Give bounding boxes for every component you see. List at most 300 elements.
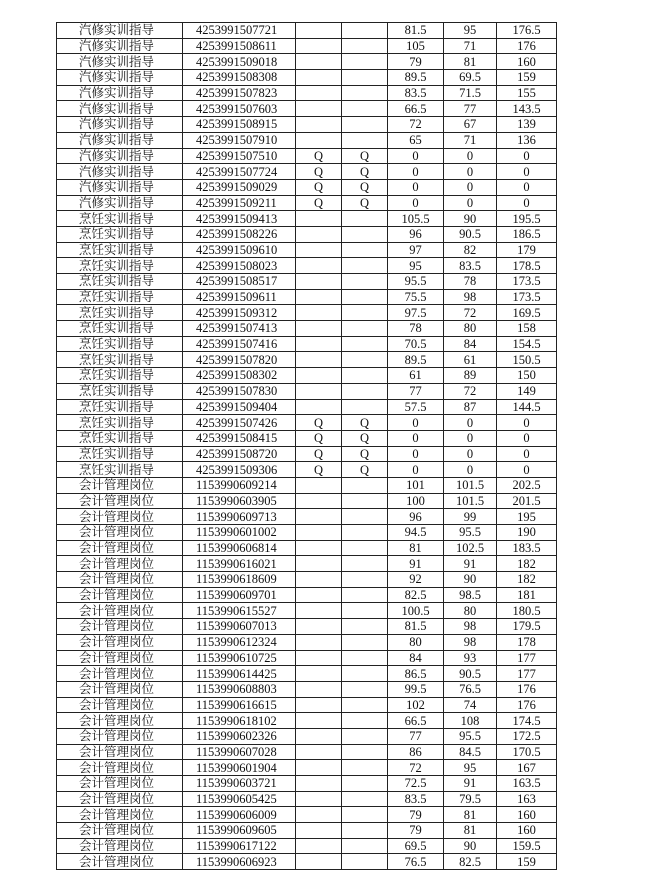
table-row	[57, 791, 557, 807]
absence-mark-cell	[296, 681, 342, 697]
absence-mark-cell	[342, 634, 388, 650]
score-written-cell: 0	[388, 415, 444, 431]
total-score-cell: 176	[497, 38, 557, 54]
candidate-id-cell: 4253991507510	[183, 148, 296, 164]
table-row	[57, 164, 557, 180]
candidate-id-cell: 1153990606923	[183, 854, 296, 870]
position-cell: 烹饪实训指导	[57, 430, 183, 446]
absence-mark-cell	[342, 289, 388, 305]
candidate-id-cell: 4253991508720	[183, 446, 296, 462]
absence-mark-cell: Q	[342, 430, 388, 446]
position-cell: 会计管理岗位	[57, 509, 183, 525]
score-second-cell: 81	[444, 54, 497, 70]
candidate-id-cell: 1153990618609	[183, 572, 296, 588]
score-second-cell: 90.5	[444, 226, 497, 242]
table-row	[57, 807, 557, 823]
table-row	[57, 776, 557, 792]
absence-mark-cell	[342, 368, 388, 384]
total-score-cell: 0	[497, 430, 557, 446]
score-second-cell: 74	[444, 697, 497, 713]
position-cell: 汽修实训指导	[57, 101, 183, 117]
score-written-cell: 84	[388, 650, 444, 666]
candidate-id-cell: 4253991508517	[183, 274, 296, 290]
table-row	[57, 54, 557, 70]
candidate-id-cell: 4253991508915	[183, 117, 296, 133]
total-score-cell: 178	[497, 634, 557, 650]
position-cell: 烹饪实训指导	[57, 336, 183, 352]
absence-mark-cell	[342, 603, 388, 619]
candidate-id-cell: 4253991507910	[183, 132, 296, 148]
score-second-cell: 95	[444, 23, 497, 39]
position-cell: 会计管理岗位	[57, 666, 183, 682]
absence-mark-cell	[296, 509, 342, 525]
table-row	[57, 368, 557, 384]
absence-mark-cell	[296, 383, 342, 399]
absence-mark-cell	[296, 760, 342, 776]
table-row	[57, 226, 557, 242]
absence-mark-cell	[342, 352, 388, 368]
score-second-cell: 0	[444, 462, 497, 478]
candidate-id-cell: 4253991509404	[183, 399, 296, 415]
score-written-cell: 65	[388, 132, 444, 148]
score-written-cell: 102	[388, 697, 444, 713]
total-score-cell: 0	[497, 148, 557, 164]
table-row	[57, 148, 557, 164]
absence-mark-cell	[296, 823, 342, 839]
score-written-cell: 100	[388, 493, 444, 509]
score-second-cell: 81	[444, 823, 497, 839]
candidate-id-cell: 4253991508023	[183, 258, 296, 274]
score-written-cell: 86	[388, 744, 444, 760]
score-written-cell: 79	[388, 54, 444, 70]
score-written-cell: 81.5	[388, 23, 444, 39]
total-score-cell: 177	[497, 650, 557, 666]
absence-mark-cell	[296, 477, 342, 493]
total-score-cell: 149	[497, 383, 557, 399]
table-row	[57, 383, 557, 399]
score-second-cell: 95	[444, 760, 497, 776]
absence-mark-cell	[342, 242, 388, 258]
absence-mark-cell	[296, 619, 342, 635]
position-cell: 汽修实训指导	[57, 38, 183, 54]
absence-mark-cell: Q	[342, 415, 388, 431]
position-cell: 会计管理岗位	[57, 760, 183, 776]
score-written-cell: 81	[388, 540, 444, 556]
absence-mark-cell: Q	[296, 164, 342, 180]
score-second-cell: 90	[444, 211, 497, 227]
position-cell: 烹饪实训指导	[57, 226, 183, 242]
position-cell: 会计管理岗位	[57, 634, 183, 650]
table-row	[57, 70, 557, 86]
absence-mark-cell	[296, 807, 342, 823]
score-second-cell: 71	[444, 132, 497, 148]
candidate-id-cell: 1153990607013	[183, 619, 296, 635]
table-row	[57, 305, 557, 321]
candidate-id-cell: 4253991508226	[183, 226, 296, 242]
absence-mark-cell	[296, 23, 342, 39]
absence-mark-cell	[342, 838, 388, 854]
absence-mark-cell	[342, 101, 388, 117]
candidate-id-cell: 4253991508302	[183, 368, 296, 384]
candidate-id-cell: 4253991507721	[183, 23, 296, 39]
candidate-id-cell: 4253991508611	[183, 38, 296, 54]
position-cell: 会计管理岗位	[57, 791, 183, 807]
candidate-id-cell: 1153990603721	[183, 776, 296, 792]
position-cell: 烹饪实训指导	[57, 289, 183, 305]
absence-mark-cell	[342, 681, 388, 697]
score-second-cell: 93	[444, 650, 497, 666]
score-second-cell: 0	[444, 195, 497, 211]
position-cell: 会计管理岗位	[57, 587, 183, 603]
table-row	[57, 38, 557, 54]
score-second-cell: 72	[444, 383, 497, 399]
absence-mark-cell	[342, 477, 388, 493]
total-score-cell: 174.5	[497, 713, 557, 729]
score-second-cell: 90.5	[444, 666, 497, 682]
absence-mark-cell	[342, 321, 388, 337]
score-written-cell: 97	[388, 242, 444, 258]
score-written-cell: 79	[388, 807, 444, 823]
absence-mark-cell	[296, 728, 342, 744]
total-score-cell: 176.5	[497, 23, 557, 39]
candidate-id-cell: 4253991509018	[183, 54, 296, 70]
absence-mark-cell	[342, 760, 388, 776]
total-score-cell: 183.5	[497, 540, 557, 556]
absence-mark-cell	[296, 352, 342, 368]
absence-mark-cell	[296, 776, 342, 792]
position-cell: 会计管理岗位	[57, 744, 183, 760]
table-row	[57, 415, 557, 431]
score-second-cell: 77	[444, 101, 497, 117]
score-written-cell: 61	[388, 368, 444, 384]
total-score-cell: 176	[497, 697, 557, 713]
table-row	[57, 493, 557, 509]
position-cell: 会计管理岗位	[57, 603, 183, 619]
total-score-cell: 179	[497, 242, 557, 258]
absence-mark-cell	[296, 38, 342, 54]
score-second-cell: 80	[444, 603, 497, 619]
total-score-cell: 169.5	[497, 305, 557, 321]
score-written-cell: 97.5	[388, 305, 444, 321]
candidate-id-cell: 4253991509306	[183, 462, 296, 478]
score-written-cell: 83.5	[388, 85, 444, 101]
table-row	[57, 462, 557, 478]
candidate-id-cell: 4253991507724	[183, 164, 296, 180]
candidate-id-cell: 1153990609214	[183, 477, 296, 493]
absence-mark-cell	[296, 274, 342, 290]
absence-mark-cell	[296, 556, 342, 572]
table-row	[57, 352, 557, 368]
absence-mark-cell	[296, 399, 342, 415]
candidate-id-cell: 1153990616615	[183, 697, 296, 713]
absence-mark-cell: Q	[296, 415, 342, 431]
candidate-id-cell: 1153990607028	[183, 744, 296, 760]
score-second-cell: 87	[444, 399, 497, 415]
absence-mark-cell	[296, 289, 342, 305]
score-written-cell: 66.5	[388, 101, 444, 117]
absence-mark-cell	[296, 634, 342, 650]
score-written-cell: 77	[388, 383, 444, 399]
absence-mark-cell	[342, 572, 388, 588]
absence-mark-cell	[342, 54, 388, 70]
candidate-id-cell: 4253991509611	[183, 289, 296, 305]
score-second-cell: 98.5	[444, 587, 497, 603]
candidate-id-cell: 4253991509610	[183, 242, 296, 258]
total-score-cell: 160	[497, 807, 557, 823]
table-row	[57, 101, 557, 117]
table-row	[57, 760, 557, 776]
score-second-cell: 71.5	[444, 85, 497, 101]
candidate-id-cell: 4253991508308	[183, 70, 296, 86]
score-second-cell: 0	[444, 164, 497, 180]
table-row	[57, 195, 557, 211]
absence-mark-cell	[296, 697, 342, 713]
absence-mark-cell	[342, 791, 388, 807]
score-written-cell: 0	[388, 462, 444, 478]
score-second-cell: 82.5	[444, 854, 497, 870]
score-second-cell: 98	[444, 619, 497, 635]
table-row	[57, 132, 557, 148]
table-row	[57, 540, 557, 556]
absence-mark-cell	[296, 85, 342, 101]
score-second-cell: 71	[444, 38, 497, 54]
table-row	[57, 179, 557, 195]
candidate-id-cell: 4253991507416	[183, 336, 296, 352]
score-written-cell: 79	[388, 823, 444, 839]
score-second-cell: 61	[444, 352, 497, 368]
table-row	[57, 336, 557, 352]
position-cell: 汽修实训指导	[57, 132, 183, 148]
position-cell: 烹饪实训指导	[57, 368, 183, 384]
position-cell: 会计管理岗位	[57, 525, 183, 541]
table-row	[57, 509, 557, 525]
score-written-cell: 0	[388, 430, 444, 446]
score-second-cell: 0	[444, 148, 497, 164]
total-score-cell: 195.5	[497, 211, 557, 227]
candidate-id-cell: 4253991507603	[183, 101, 296, 117]
absence-mark-cell: Q	[342, 164, 388, 180]
score-written-cell: 0	[388, 446, 444, 462]
table-row	[57, 838, 557, 854]
score-written-cell: 89.5	[388, 352, 444, 368]
table-row	[57, 258, 557, 274]
score-second-cell: 69.5	[444, 70, 497, 86]
table-row	[57, 211, 557, 227]
score-written-cell: 82.5	[388, 587, 444, 603]
table-row	[57, 697, 557, 713]
total-score-cell: 0	[497, 195, 557, 211]
absence-mark-cell	[342, 666, 388, 682]
candidate-id-cell: 1153990605425	[183, 791, 296, 807]
position-cell: 会计管理岗位	[57, 556, 183, 572]
score-written-cell: 105	[388, 38, 444, 54]
position-cell: 汽修实训指导	[57, 164, 183, 180]
absence-mark-cell	[296, 242, 342, 258]
total-score-cell: 178.5	[497, 258, 557, 274]
absence-mark-cell	[342, 587, 388, 603]
table-row	[57, 634, 557, 650]
total-score-cell: 172.5	[497, 728, 557, 744]
score-second-cell: 98	[444, 634, 497, 650]
position-cell: 烹饪实训指导	[57, 321, 183, 337]
total-score-cell: 202.5	[497, 477, 557, 493]
score-second-cell: 90	[444, 572, 497, 588]
total-score-cell: 0	[497, 415, 557, 431]
total-score-cell: 0	[497, 462, 557, 478]
absence-mark-cell	[342, 117, 388, 133]
candidate-id-cell: 1153990603905	[183, 493, 296, 509]
score-written-cell: 69.5	[388, 838, 444, 854]
absence-mark-cell	[342, 211, 388, 227]
position-cell: 烹饪实训指导	[57, 274, 183, 290]
absence-mark-cell	[296, 70, 342, 86]
absence-mark-cell	[342, 70, 388, 86]
candidate-id-cell: 4253991507820	[183, 352, 296, 368]
candidate-id-cell: 1153990601002	[183, 525, 296, 541]
candidate-id-cell: 1153990609713	[183, 509, 296, 525]
position-cell: 会计管理岗位	[57, 728, 183, 744]
score-second-cell: 89	[444, 368, 497, 384]
position-cell: 会计管理岗位	[57, 681, 183, 697]
absence-mark-cell	[296, 666, 342, 682]
score-written-cell: 89.5	[388, 70, 444, 86]
candidate-id-cell: 4253991507830	[183, 383, 296, 399]
score-second-cell: 108	[444, 713, 497, 729]
score-second-cell: 95.5	[444, 728, 497, 744]
absence-mark-cell	[342, 383, 388, 399]
total-score-cell: 163	[497, 791, 557, 807]
table-row	[57, 854, 557, 870]
score-second-cell: 99	[444, 509, 497, 525]
total-score-cell: 144.5	[497, 399, 557, 415]
score-written-cell: 57.5	[388, 399, 444, 415]
absence-mark-cell	[342, 274, 388, 290]
candidate-id-cell: 1153990606009	[183, 807, 296, 823]
total-score-cell: 170.5	[497, 744, 557, 760]
score-written-cell: 95	[388, 258, 444, 274]
absence-mark-cell	[296, 650, 342, 666]
score-second-cell: 82	[444, 242, 497, 258]
total-score-cell: 195	[497, 509, 557, 525]
absence-mark-cell	[296, 854, 342, 870]
table-row	[57, 289, 557, 305]
table-row	[57, 603, 557, 619]
score-written-cell: 0	[388, 195, 444, 211]
total-score-cell: 182	[497, 572, 557, 588]
absence-mark-cell	[342, 399, 388, 415]
absence-mark-cell	[296, 305, 342, 321]
position-cell: 烹饪实训指导	[57, 383, 183, 399]
table-row	[57, 587, 557, 603]
absence-mark-cell	[296, 321, 342, 337]
position-cell: 汽修实训指导	[57, 148, 183, 164]
score-second-cell: 84.5	[444, 744, 497, 760]
score-written-cell: 94.5	[388, 525, 444, 541]
table-row	[57, 446, 557, 462]
absence-mark-cell: Q	[342, 462, 388, 478]
table-row	[57, 728, 557, 744]
total-score-cell: 154.5	[497, 336, 557, 352]
score-second-cell: 101.5	[444, 477, 497, 493]
score-written-cell: 77	[388, 728, 444, 744]
absence-mark-cell	[296, 744, 342, 760]
absence-mark-cell	[296, 713, 342, 729]
score-second-cell: 0	[444, 446, 497, 462]
absence-mark-cell	[342, 556, 388, 572]
candidate-id-cell: 1153990614425	[183, 666, 296, 682]
table-row	[57, 556, 557, 572]
table-row	[57, 650, 557, 666]
score-second-cell: 90	[444, 838, 497, 854]
absence-mark-cell	[296, 603, 342, 619]
table-row	[57, 713, 557, 729]
score-written-cell: 101	[388, 477, 444, 493]
total-score-cell: 136	[497, 132, 557, 148]
candidate-id-cell: 4253991507426	[183, 415, 296, 431]
absence-mark-cell	[296, 258, 342, 274]
total-score-cell: 180.5	[497, 603, 557, 619]
candidate-id-cell: 1153990615527	[183, 603, 296, 619]
absence-mark-cell: Q	[296, 430, 342, 446]
score-written-cell: 76.5	[388, 854, 444, 870]
candidate-id-cell: 1153990601904	[183, 760, 296, 776]
table-row	[57, 399, 557, 415]
total-score-cell: 143.5	[497, 101, 557, 117]
absence-mark-cell	[342, 226, 388, 242]
position-cell: 汽修实训指导	[57, 179, 183, 195]
score-written-cell: 81.5	[388, 619, 444, 635]
position-cell: 烹饪实训指导	[57, 305, 183, 321]
absence-mark-cell	[342, 305, 388, 321]
score-written-cell: 78	[388, 321, 444, 337]
candidate-id-cell: 4253991507823	[183, 85, 296, 101]
position-cell: 汽修实训指导	[57, 117, 183, 133]
table-row	[57, 23, 557, 39]
position-cell: 会计管理岗位	[57, 838, 183, 854]
absence-mark-cell: Q	[296, 446, 342, 462]
candidate-id-cell: 1153990608803	[183, 681, 296, 697]
total-score-cell: 0	[497, 164, 557, 180]
absence-mark-cell	[296, 226, 342, 242]
candidate-id-cell: 1153990612324	[183, 634, 296, 650]
score-written-cell: 99.5	[388, 681, 444, 697]
candidate-id-cell: 1153990602326	[183, 728, 296, 744]
total-score-cell: 150.5	[497, 352, 557, 368]
total-score-cell: 158	[497, 321, 557, 337]
absence-mark-cell	[296, 838, 342, 854]
table-row	[57, 477, 557, 493]
candidate-id-cell: 1153990610725	[183, 650, 296, 666]
score-written-cell: 66.5	[388, 713, 444, 729]
absence-mark-cell	[342, 258, 388, 274]
position-cell: 烹饪实训指导	[57, 446, 183, 462]
score-second-cell: 101.5	[444, 493, 497, 509]
total-score-cell: 190	[497, 525, 557, 541]
absence-mark-cell	[296, 101, 342, 117]
total-score-cell: 182	[497, 556, 557, 572]
absence-mark-cell	[296, 493, 342, 509]
total-score-cell: 159	[497, 70, 557, 86]
total-score-cell: 163.5	[497, 776, 557, 792]
absence-mark-cell	[296, 791, 342, 807]
score-written-cell: 80	[388, 634, 444, 650]
position-cell: 烹饪实训指导	[57, 258, 183, 274]
position-cell: 汽修实训指导	[57, 23, 183, 39]
score-second-cell: 91	[444, 776, 497, 792]
total-score-cell: 181	[497, 587, 557, 603]
absence-mark-cell	[296, 132, 342, 148]
total-score-cell: 159.5	[497, 838, 557, 854]
